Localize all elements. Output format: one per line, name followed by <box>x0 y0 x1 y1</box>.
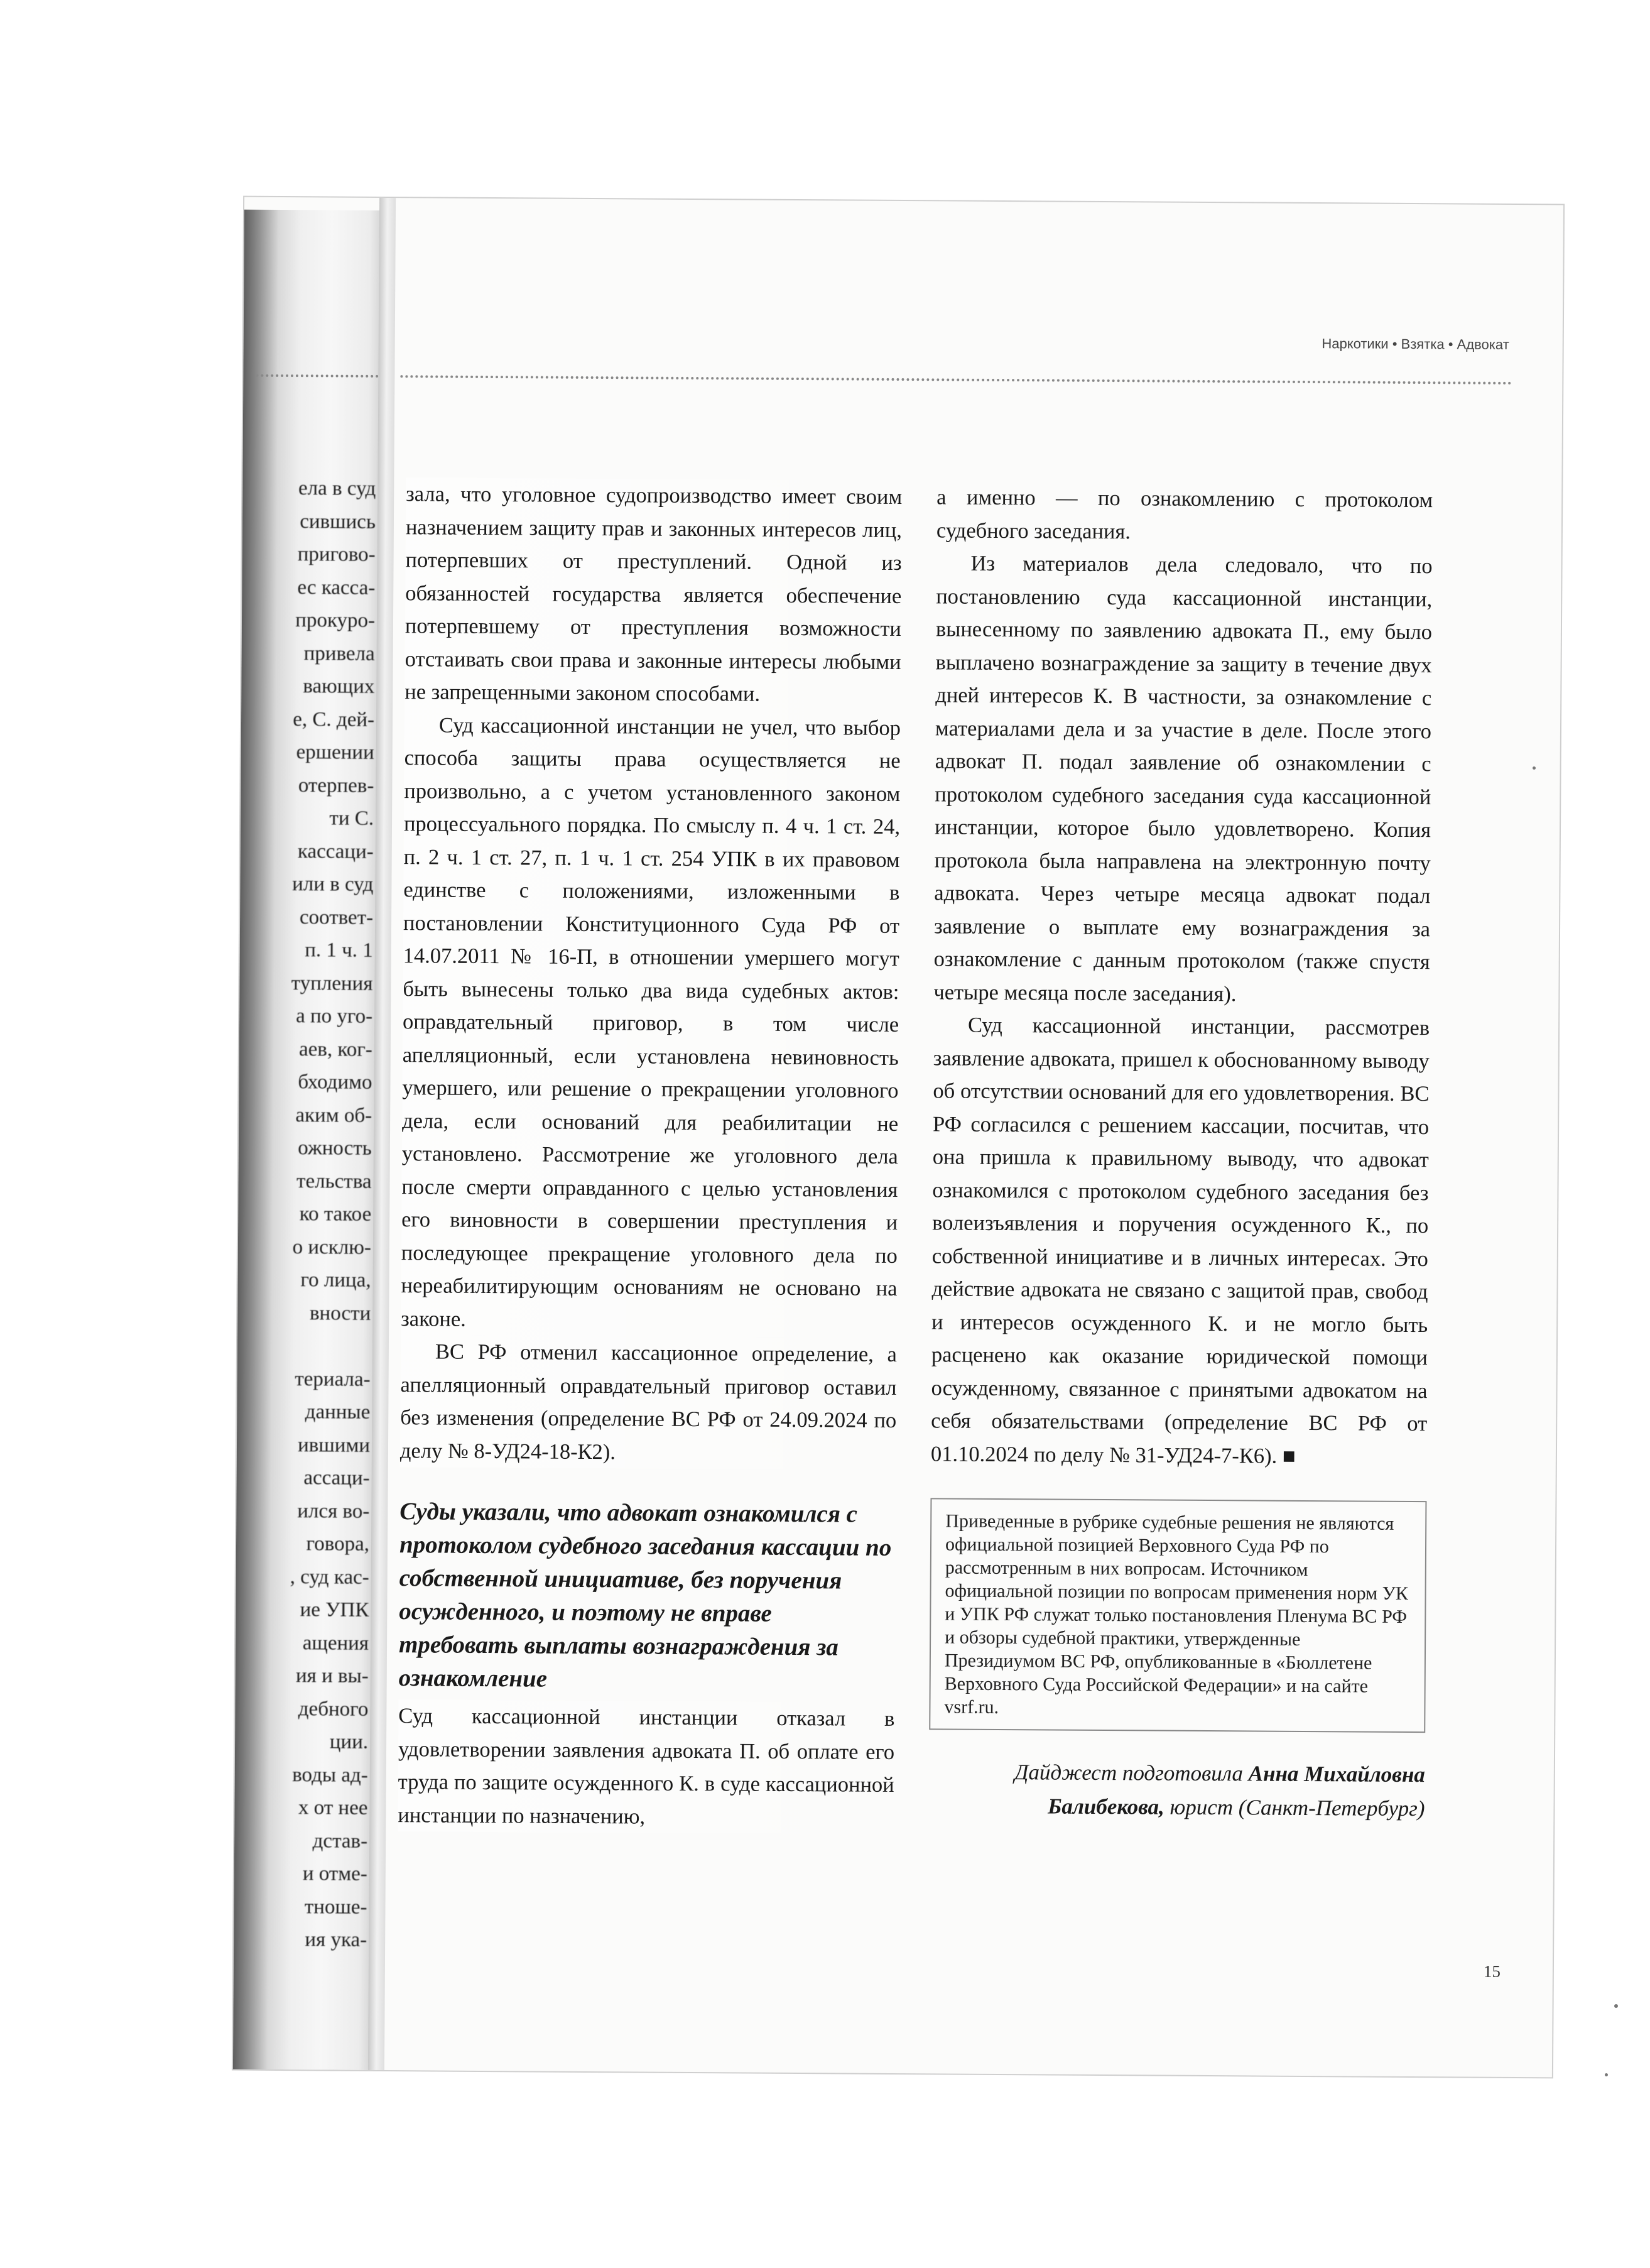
left-page-line-fragment: ассаци- <box>303 1466 370 1490</box>
left-page-line-fragment: аев, ког- <box>298 1037 372 1061</box>
left-page-line-fragment: го лица, <box>300 1268 371 1292</box>
magazine-page <box>233 197 1563 2078</box>
left-page-line-fragment: ела в суд <box>298 477 376 500</box>
digest-credit <box>928 1755 1425 1826</box>
paragraph: Суд кассационной инстанции не учел, что выбор способа защиты права осуществляется не произвольно, а с учетом установленного законом процессуального порядка. По смыслу п. 4 ч. 1 ст. 24, п. 2 ч. 1 ст. 27, п. 1 ч. 1 ст. 254 УПК в их правовом единстве с положениями, изложенными в постановлении Конституционного Суда РФ от 14.07.2011 № 16-П, в отношении умершего могут быть вынесены только два вида судебных актов: оправдательный приговор, в том числе апелляционный, если установлена невиновность умершего, или решение о прекращении уголовного дела, если оснований для реабилитации не установлено. Рассмотрение же уголовного дела после смерти оправданного с целью установления его виновности в совершении преступления и последующее прекращение уголовного дела по нереабилитирующим основаниям не основано на законе. <box>401 709 901 1338</box>
left-page-line-fragment: говора, <box>306 1532 370 1556</box>
left-page-line-fragment: ес касса- <box>297 575 376 599</box>
left-page-line-fragment: ко такое <box>299 1202 372 1226</box>
left-page-line-fragment: тноше- <box>304 1895 367 1919</box>
left-page-line-fragment: данные <box>305 1400 371 1424</box>
left-page-line-fragment: х от нее <box>298 1796 368 1819</box>
left-page-line-fragment: ащения <box>302 1631 369 1655</box>
left-page-line-fragment: ожность <box>298 1137 372 1160</box>
text-column-2 <box>928 481 1433 1826</box>
paragraph: Из материалов дела следовало, что по постановлению суда кассационной инстанции, вынесенному по заявлению адвоката П., ему было выплачено вознаграждение за защиту в течение двух дней интересов К. В частности, за ознакомление с материалами дела и за участие в деле. После этого адвокат П. подал заявление об ознакомлении с протоколом судебного заседания суда кассационной инстанции, которое было удовлетворено. Копия протокола была направлена на электронную почту адвоката. Через четыре месяца адвокат подал заявление о выплате ему вознаграждения за ознакомление с данным протоколом (также спустя четыре месяца после заседания). <box>933 551 1433 1006</box>
left-page-line-fragment: отерпев- <box>298 773 374 797</box>
paragraph: а именно — по ознакомлению с протоколом судебного заседания. <box>936 485 1433 543</box>
left-page-line-fragment: привела <box>303 641 375 665</box>
left-page-line-fragment: дебного <box>298 1697 369 1721</box>
left-page-line-fragment: а по уго- <box>296 1005 373 1028</box>
paragraph: ВС РФ отменил кассационное определение, а апелляционный оправдательный приговор оставил без изменения (определение ВС РФ от 24.09.2024 по делу № 8-УД24-18-К2). <box>400 1335 897 1470</box>
left-page-line-fragment: териала- <box>295 1367 371 1391</box>
page-number: 15 <box>1483 1961 1501 1981</box>
disclaimer-box: Приведенные в рубрике судебные решения не являются официальной позицией Верховного Суда РФ по рассмотренным в них вопросам. Источником официальной позиции по вопросам применения норм УК и УПК РФ служат только постановления Пленума ВС РФ и обзоры судебной практики, утвержденные Президиумом ВС РФ, опубликованные в «Бюллетене Верховного Суда Российской Федерации» и на сайте vsrf.ru. <box>929 1498 1426 1733</box>
left-page-line-fragment: тупления <box>291 971 373 995</box>
left-page-line-fragment: ции. <box>329 1730 369 1753</box>
text-column-1 <box>398 477 902 1835</box>
left-page-line-fragment: дстав- <box>312 1829 368 1853</box>
left-page-line-fragment: или в суд <box>292 873 374 896</box>
left-page-line-fragment: ия ука- <box>305 1928 367 1951</box>
left-page-edge <box>233 210 383 2070</box>
scan-speck <box>1533 766 1536 770</box>
left-page-line-fragment: бходимо <box>298 1071 372 1094</box>
left-page-line-fragment: ился во- <box>297 1499 370 1523</box>
left-page-line-fragment: вности <box>309 1301 371 1325</box>
left-page-line-fragment: ти С. <box>329 807 374 830</box>
left-page-line-fragment: соответ- <box>299 905 374 929</box>
left-page-line-fragment: вающих <box>303 675 375 698</box>
left-page-line-fragment: ершении <box>296 741 374 764</box>
left-page-line-fragment: е, С. дей- <box>293 707 375 731</box>
left-page-line-fragment: воды ад- <box>292 1763 368 1787</box>
left-page-line-fragment: , суд кас- <box>290 1565 369 1589</box>
digest-suffix: юрист (Санкт-Петербург) <box>1170 1794 1425 1821</box>
header-rule <box>400 375 1512 384</box>
paragraph: зала, что уголовное судопроизводство имеет своим назначением защиту прав и законных интересов лиц, потерпевших от преступлений. Одной из обязанностей государства является обеспечение потерпевшему от преступления возможности отстаивать свои права и законные интересы любыми не запрещенными законом способами. <box>404 477 902 711</box>
left-page-line-fragment: тельства <box>296 1169 372 1193</box>
section-subheading: Суды указали, что адвокат ознакомился с протоколом судебного заседания кассации по собственной инициативе, без поручения осужденного, и поэтому не вправе требовать выплаты вознаграждения за ознакомление <box>398 1498 892 1693</box>
left-page-line-fragment: ившими <box>298 1433 371 1457</box>
left-page-line-fragment: ие УПК <box>300 1598 369 1622</box>
scan-speck <box>1614 2004 1618 2008</box>
left-page-line-fragment: и отме- <box>302 1862 367 1885</box>
paragraph: Суд кассационной инстанции, рассмотрев заявление адвоката, пришел к обоснованному выводу об отсутствии оснований для его удовлетворения. ВС РФ согласился с решением кассации, посчитав, что она пришла к правильному выводу, что адвокат ознакомился с протоколом судебного заседания без волеизъявления и поручения осужденного К., по собственной инициативе и в личных интересах. Это действие адвоката не связано с защитой прав, свобод и интересов осужденного К. и не могло быть расценено как оказание юридической помощи осужденному, связанное с принятыми адвокатом на себя обязательствами (определение ВС РФ от 01.10.2024 по делу № 31-УД24-7-К6). ■ <box>930 1013 1430 1468</box>
running-header: Наркотики • Взятка • Адвокат <box>1322 335 1509 352</box>
left-page-line-fragment: аким об- <box>295 1103 372 1127</box>
digest-author: Анна Михайловна Балибекова, <box>1048 1761 1425 1819</box>
left-page-line-fragment: ия и вы- <box>295 1664 369 1687</box>
digest-prefix: Дайджест подготовила <box>1014 1760 1244 1786</box>
scan-speck <box>1605 2073 1608 2076</box>
left-page-line-fragment: п. 1 ч. 1 <box>305 939 373 962</box>
left-page-line-fragment: сившись <box>300 510 376 533</box>
left-page-line-fragment: пригово- <box>297 543 376 566</box>
paragraph: Суд кассационной инстанции отказал в удовлетворении заявления адвоката П. об оплате его труда по защите осужденного К. в суде кассационной инстанции по назначению, <box>398 1699 894 1835</box>
left-page-line-fragment: прокуро- <box>295 609 376 632</box>
left-page-line-fragment: кассаци- <box>297 839 374 863</box>
left-page-line-fragment: о исклю- <box>292 1235 372 1259</box>
